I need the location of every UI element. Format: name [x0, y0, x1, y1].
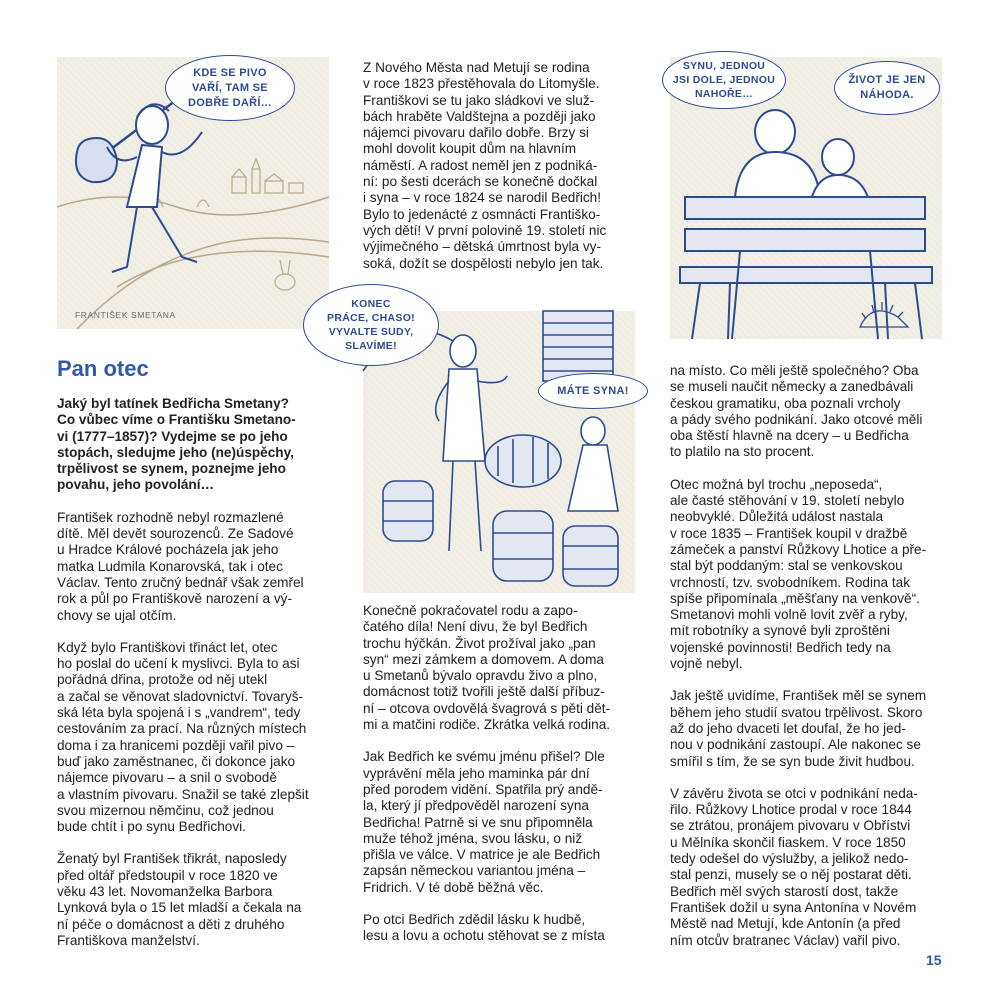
speech-bubble-father: SYNU, JEDNOU JSI DOLE, JEDNOU NAHOŘE…	[662, 51, 786, 109]
paragraph: Z Nového Města nad Metují se rodina v roce 1823 přestěhovala do Litomyšle. Františkovi se tu jako sládkovi ve služ- bách hraběte Valdštejna a později jako nájemci pivovaru dařilo dobře. Brzy si mohl dovolit koupit dům na hlavním náměstí. A radost neměl jen z podniká- ní: po šesti dcerách se konečně dočkal i syna – v roce 1824 se narodil Bedřich! Bylo to jedenácté z osmnácti Františko- vých dětí! V první polovině 19. století nic výjimečného – dětská úmrtnost byla vy- soká, dožít se dospělosti nebylo jen tak.	[363, 60, 607, 271]
paragraph: Otec možná byl trochu „neposeda“, ale časté stěhování v 19. století nebylo neobvyklé. Důležitá událost nastala v roce 1835 – František koupil v dražbě zámeček a panství Růžkovy Lhotice a pře- stal být poddaným: stal se venkovskou vrchností, tzv. svobodníkem. Rodina tak spíše připomínala „měšťany na venkově“. Smetanovi mohli volně lovit zvěř a ryby, mít robotníky a synové byli zproštěni vojenské povinnosti! Bedřich tedy na vojně nebyl.	[670, 476, 927, 672]
paragraph: František rozhodně nebyl rozmazlené dítě. Měl devět sourozenců. Ze Sadové u Hradce Králové pocházela jak jeho matka Ludmila Konarovská, tak i otec Václav. Tento zručný bednář však zemřel rok a půl po Františkově narození a vý- chovy se ujal otčím.	[57, 509, 304, 623]
page-number: 15	[926, 952, 942, 968]
paragraph: Jak Bedřich ke svému jménu přišel? Dle vyprávění měla jeho maminka pár dní před porodem vidění. Spatřila prý andě- la, který jí předpověděl narození syna Bedřicha! Patrně si ve snu připomněla muže téhož jména, svou lásku, o niž přišla ve válce. V matrice je ale Bedřich zapsán německou variantou jména – Fridrich. V té době běžná věc.	[363, 749, 605, 895]
column-2-bottom	[363, 603, 643, 961]
paragraph: Když bylo Františkovi třináct let, otec ho poslal do učení k myslivci. Byla to asi pořádná dřina, protože od něj utekl a začal se věnovat sladovnictví. Tovaryš- ská léta byla spojená i s „vandrem“, tedy cestováním za prací. Na různých místech doma i za hranicemi později vařil pivo – buď jako zaměstnanec, či dokonce jako nájemce pivovaru – a snil o svobodě a vlastním pivovaru. Snažil se také zlepšit svou mizernou němčinu, což jednou bude chtít i po synu Bedřichovi.	[57, 639, 309, 835]
illustration-frantisek-walking	[57, 57, 329, 329]
speech-bubble-brewer: KONEC PRÁCE, CHASO! VYVALTE SUDY, SLAVÍME!	[303, 284, 439, 366]
article-heading: Pan otec	[57, 356, 149, 381]
speech-bubble-son: ŽIVOT JE JEN NÁHODA.	[834, 61, 940, 115]
illustration-caption: FRANTIŠEK SMETANA	[75, 310, 176, 320]
column-2-top	[363, 60, 643, 288]
speech-bubble-messenger: MÁTE SYNA!	[538, 373, 648, 409]
column-3	[670, 363, 950, 965]
paragraph: na místo. Co měli ještě společného? Oba se museli naučit německy a zanedbávali českou gramatiku, oba poznali vrcholy a pády svého podnikání. Jako otcové měli oba štěstí hlavně na dcery – u Bedřicha to platilo na sto procent.	[670, 363, 923, 460]
paragraph: Jak ještě uvidíme, František měl se synem během jeho studií svatou trpělivost. Skoro až do jeho dvaceti let doufal, že ho jed- nou v podnikání zastoupí. Ale nakonec se smířil s tím, že se syn bude živit hudbou.	[670, 688, 927, 769]
paragraph: Po otci Bedřich zdědil lásku k hudbě, lesu a lovu a ochotu stěhovat se z místa	[363, 912, 605, 944]
column-1	[57, 396, 337, 965]
paragraph: Ženatý byl František třikrát, naposledy před oltář předstoupil v roce 1820 ve věku 43 let. Novomanželka Barbora Lynková byla o 15 let mladší a čekala na ní péče o domácnost a děti z druhého Františkova manželství.	[57, 851, 302, 948]
illustration-brewery	[327, 298, 635, 593]
paragraph: V závěru života se otci v podnikání neda- řilo. Růžkovy Lhotice prodal v roce 1844 se ztrátou, pronájem pivovaru v Obřístvi u Mělníka skončil fiaskem. V roce 1850 tedy odešel do výslužby, a jelikož nedo- stal penzi, musely se o něj postarat děti. Bedřich měl svých starostí dost, takže František dožil u syna Antonína v Novém Městě nad Metují, kde Antonín (a před ním otcův bratranec Václav) vařil pivo.	[670, 785, 918, 948]
paragraph: Konečně pokračovatel rodu a zapo- čatého díla! Není divu, že byl Bedřich trochu hýčkán. Život prožíval jako „pan syn“ mezi zámkem a domovem. A doma u Smetanů bývalo opravdu živo a plno, domácnost totiž tvořili ještě další příbuz- ní – otcova ovdovělá švagrová s pěti dět- mi a matčini rodiče. Zkrátka velká rodina.	[363, 603, 611, 733]
article-lead: Jaký byl tatínek Bedřicha Smetany? Co vůbec víme o Františku Smetano- vi (1777–1857)? Vydejme se po jeho stopách, sledujme jeho (ne)úspěchy, trpělivost se synem, poznejme jeho povahu, jeho povolání…	[57, 396, 296, 493]
illustration-bench	[670, 57, 942, 339]
speech-bubble-frantisek: KDE SE PIVO VAŘÍ, TAM SE DOBŘE DAŘÍ…	[165, 55, 295, 121]
